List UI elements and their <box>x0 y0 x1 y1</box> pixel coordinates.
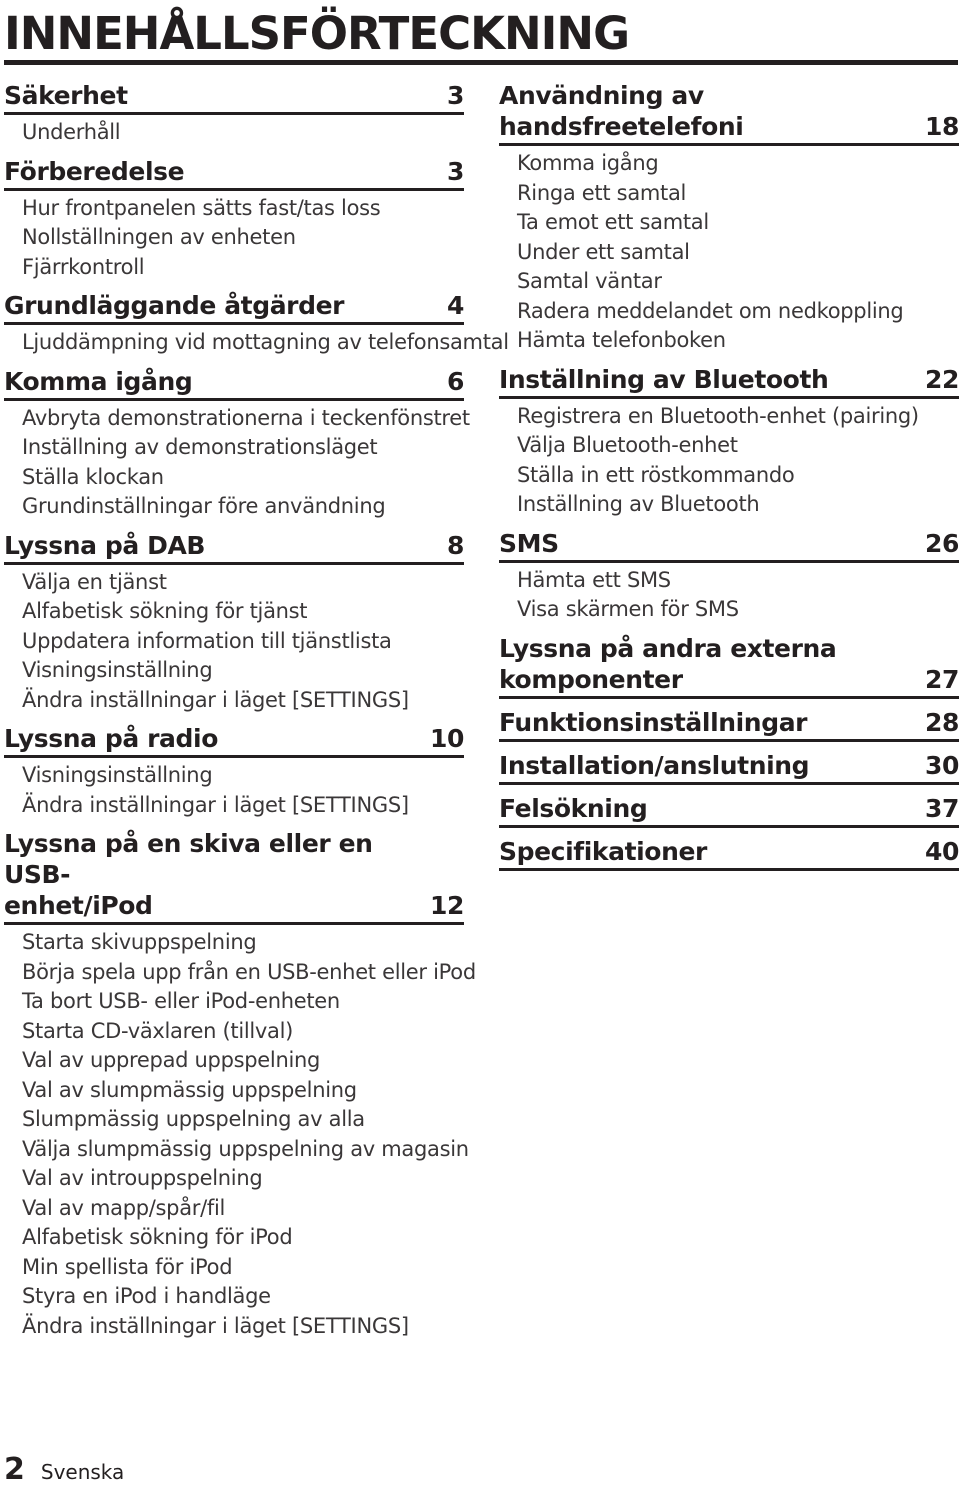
toc-section-page: 40 <box>925 836 959 866</box>
toc-section-title: SMS <box>499 528 559 558</box>
toc-item[interactable]: Komma igång <box>517 151 659 175</box>
toc-right-column <box>499 80 959 879</box>
toc-section <box>4 828 476 1341</box>
footer-page-number: 2 <box>4 1452 25 1487</box>
toc-item[interactable]: Ställa in ett röstkommando <box>517 462 795 487</box>
toc-section-heading[interactable] <box>499 633 959 699</box>
toc-section-page: 28 <box>925 707 959 737</box>
toc-item[interactable]: Slumpmässig uppspelning av alla <box>22 1107 365 1131</box>
toc-section-title: Inställning av Bluetooth <box>499 364 829 394</box>
toc-section-page: 18 <box>925 112 959 141</box>
toc-item[interactable]: Hämta telefonboken <box>517 328 726 352</box>
toc-section-heading[interactable] <box>499 750 959 785</box>
toc-section-page: 10 <box>430 724 464 753</box>
toc-item[interactable]: Ställa klockan <box>22 464 164 489</box>
toc-item[interactable]: Ändra inställningar i läget [SETTINGS] <box>22 792 409 817</box>
toc-section-title: Säkerhet <box>4 81 128 110</box>
toc-item-list <box>499 402 959 520</box>
toc-section-heading[interactable] <box>499 80 959 146</box>
toc-section <box>4 723 464 820</box>
toc-item[interactable]: Starta skivuppspelning <box>22 930 257 954</box>
toc-section-page: 27 <box>925 664 959 694</box>
toc-item-list <box>499 566 959 625</box>
toc-item[interactable]: Starta CD-växlaren (tillval) <box>22 1018 294 1043</box>
toc-item-list <box>4 118 464 148</box>
toc-section <box>4 156 464 283</box>
toc-section-heading[interactable] <box>499 364 959 399</box>
toc-item[interactable]: Hämta ett SMS <box>517 567 671 592</box>
toc-section <box>4 290 509 358</box>
toc-section-heading[interactable] <box>499 707 959 742</box>
toc-section-title: Funktionsinställningar <box>499 707 808 737</box>
toc-item[interactable]: Visningsinställning <box>22 658 213 682</box>
toc-item[interactable]: Uppdatera information till tjänstlista <box>22 628 392 653</box>
toc-item[interactable]: Registrera en Bluetooth-enhet (pairing) <box>517 403 919 428</box>
toc-item[interactable]: Välja slumpmässig uppspelning av magasin <box>22 1136 469 1161</box>
toc-section <box>499 364 959 520</box>
toc-section-heading[interactable] <box>4 723 464 758</box>
toc-item[interactable]: Alfabetisk sökning för tjänst <box>22 599 308 623</box>
toc-item[interactable]: Samtal väntar <box>517 269 662 293</box>
toc-item[interactable]: Inställning av demonstrationsläget <box>22 435 378 459</box>
toc-item[interactable]: Min spellista för iPod <box>22 1254 233 1279</box>
toc-section <box>4 366 470 522</box>
toc-item[interactable]: Grundinställningar före användning <box>22 494 386 518</box>
toc-item-list <box>4 194 464 283</box>
toc-item[interactable]: Avbryta demonstrationerna i teckenfönstret <box>22 405 470 430</box>
toc-section <box>499 750 959 785</box>
toc-section <box>4 530 464 716</box>
toc-section-title: Förberedelse <box>4 156 185 186</box>
toc-item[interactable]: Radera meddelandet om nedkoppling <box>517 298 904 323</box>
page-title: INNEHÅLLSFÖRTECKNING <box>4 7 630 60</box>
toc-section-heading[interactable] <box>4 530 464 565</box>
toc-item[interactable]: Visa skärmen för SMS <box>517 597 739 621</box>
toc-item[interactable]: Underhåll <box>22 120 121 144</box>
toc-section-heading[interactable] <box>4 156 464 191</box>
toc-section-page: 8 <box>447 530 464 560</box>
toc-item[interactable]: Ändra inställningar i läget [SETTINGS] <box>22 687 409 712</box>
toc-section-page: 37 <box>925 793 959 823</box>
toc-item[interactable]: Börja spela upp från en USB-enhet eller iPod <box>22 959 476 984</box>
toc-item[interactable]: Ringa ett samtal <box>517 180 687 205</box>
toc-section-heading[interactable] <box>4 366 464 401</box>
toc-section-heading[interactable] <box>499 836 959 871</box>
toc-section-heading[interactable] <box>4 80 464 115</box>
toc-item[interactable]: Nollställningen av enheten <box>22 225 296 249</box>
toc-item[interactable]: Ljuddämpning vid mottagning av telefonsamtal <box>22 330 509 354</box>
toc-item[interactable]: Inställning av Bluetooth <box>517 492 760 516</box>
toc-section-title: Komma igång <box>4 366 193 396</box>
toc-section-page: 3 <box>447 81 464 110</box>
toc-section <box>499 793 959 828</box>
toc-item[interactable]: Hur frontpanelen sätts fast/tas loss <box>22 195 381 220</box>
toc-section-page: 26 <box>925 528 959 558</box>
page-footer <box>4 1452 124 1487</box>
toc-section-heading[interactable] <box>499 528 959 563</box>
toc-item-list <box>4 328 509 358</box>
toc-section <box>499 836 959 871</box>
toc-item[interactable]: Välja Bluetooth-enhet <box>517 433 738 457</box>
toc-section-page: 6 <box>447 366 464 396</box>
toc-section-title: Lyssna på andra externa komponenter <box>499 633 837 694</box>
toc-item[interactable]: Visningsinställning <box>22 763 213 787</box>
toc-item[interactable]: Under ett samtal <box>517 239 690 264</box>
toc-section <box>4 80 464 148</box>
toc-section <box>499 80 959 356</box>
toc-section-page: 22 <box>925 364 959 394</box>
toc-item[interactable]: Val av upprepad uppspelning <box>22 1048 321 1072</box>
toc-item[interactable]: Val av introuppspelning <box>22 1166 263 1190</box>
toc-item-list <box>4 928 476 1341</box>
toc-section-page: 3 <box>447 156 464 186</box>
toc-item[interactable]: Val av slumpmässig uppspelning <box>22 1077 357 1102</box>
toc-item[interactable]: Val av mapp/spår/fil <box>22 1195 226 1220</box>
toc-item[interactable]: Alfabetisk sökning för iPod <box>22 1225 293 1249</box>
toc-section-page: 4 <box>447 291 464 320</box>
toc-left-column <box>4 80 509 1349</box>
toc-item[interactable]: Ta bort USB- eller iPod-enheten <box>22 989 340 1013</box>
toc-item-list <box>4 568 464 716</box>
toc-section-title: Installation/anslutning <box>499 750 810 780</box>
toc-section-heading[interactable] <box>499 793 959 828</box>
toc-section <box>499 528 959 625</box>
toc-item[interactable]: Välja en tjänst <box>22 569 167 594</box>
toc-section <box>499 633 959 699</box>
toc-section-page: 30 <box>925 750 959 780</box>
toc-item[interactable]: Ta emot ett samtal <box>517 210 709 234</box>
toc-section-page: 12 <box>430 891 464 920</box>
toc-section-title: Grundläggande åtgärder <box>4 291 345 320</box>
toc-section-title: Felsökning <box>499 793 648 823</box>
toc-item-list <box>499 149 959 356</box>
footer-language: Svenska <box>40 1460 125 1484</box>
toc-item-list <box>4 404 470 522</box>
toc-section-heading[interactable] <box>4 828 464 925</box>
title-rule <box>4 60 958 65</box>
toc-item[interactable]: Styra en iPod i handläge <box>22 1284 271 1308</box>
toc-section-heading[interactable] <box>4 290 464 325</box>
toc-item-list <box>4 761 464 820</box>
toc-section-title: Lyssna på en skiva eller en USB- enhet/iPod <box>4 829 373 920</box>
toc-section <box>499 707 959 742</box>
toc-section-title: Användning av handsfreetelefoni <box>499 81 744 141</box>
toc-item[interactable]: Fjärrkontroll <box>22 254 145 279</box>
toc-section-title: Lyssna på DAB <box>4 530 206 560</box>
toc-item[interactable]: Ändra inställningar i läget [SETTINGS] <box>22 1313 409 1338</box>
toc-section-title: Lyssna på radio <box>4 724 218 753</box>
toc-section-title: Specifikationer <box>499 836 707 866</box>
